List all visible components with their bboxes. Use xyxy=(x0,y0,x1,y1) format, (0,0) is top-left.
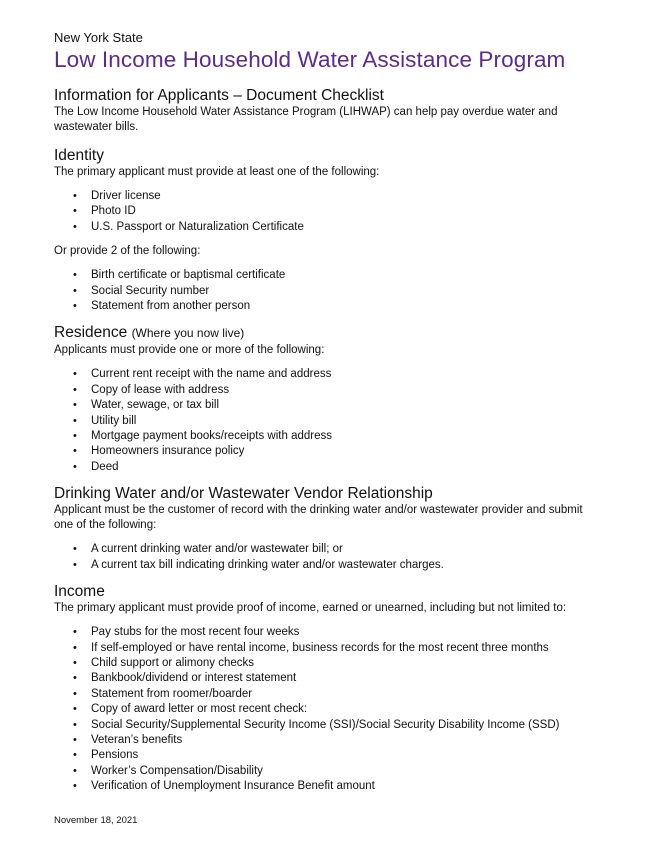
residence-text: Applicants must provide one or more of the following: xyxy=(54,344,325,357)
intro-heading: Information for Applicants – Document Checklist xyxy=(54,87,384,104)
list-item: • Homeowners insurance policy xyxy=(54,444,604,459)
list-item: • Social Security number xyxy=(54,284,604,299)
list-item: • Driver license xyxy=(54,189,604,204)
list-item: • Worker’s Compensation/Disability xyxy=(54,764,604,779)
income-list xyxy=(54,625,604,794)
page-title: Low Income Household Water Assistance Program xyxy=(54,47,566,72)
identity-list-secondary xyxy=(54,268,604,314)
residence-heading: Residence (Where you now live) xyxy=(54,324,245,342)
list-item: • A current drinking water and/or wastewater bill; or xyxy=(54,542,604,557)
identity-text: The primary applicant must provide at least one of the following: xyxy=(54,166,380,178)
list-item: • Current rent receipt with the name and address xyxy=(54,367,604,382)
list-item: • Photo ID xyxy=(54,204,604,219)
list-item: • Pensions xyxy=(54,748,604,763)
list-item: • Social Security/Supplemental Security Income (SSI)/Social Security Disability Income (SSD) xyxy=(54,718,604,733)
footer-date: November 18, 2021 xyxy=(54,815,138,826)
vendor-text: Applicant must be the customer of record with the drinking water and/or wastewater provider and submit one of the following: xyxy=(54,504,583,532)
list-item: • Deed xyxy=(54,460,604,475)
intro-text: The Low Income Household Water Assistance Program (LIHWAP) can help pay overdue water and wastewater bills. xyxy=(54,106,558,133)
income-text: The primary applicant must provide proof of income, earned or unearned, including but not limited to: xyxy=(54,602,567,615)
residence-list xyxy=(54,367,604,475)
list-item: • A current tax bill indicating drinking water and/or wastewater charges. xyxy=(54,558,604,573)
identity-or-text: Or provide 2 of the following: xyxy=(54,245,201,258)
list-item: • U.S. Passport or Naturalization Certificate xyxy=(54,220,604,235)
list-item: • Verification of Unemployment Insurance Benefit amount xyxy=(54,779,604,794)
list-item: • Utility bill xyxy=(54,414,604,429)
list-item: • Veteran’s benefits xyxy=(54,733,604,748)
list-item: • Water, sewage, or tax bill xyxy=(54,398,604,413)
list-item: • Copy of lease with address xyxy=(54,383,604,398)
list-item: • Pay stubs for the most recent four weeks xyxy=(54,625,604,640)
list-item: • Statement from another person xyxy=(54,299,604,314)
list-item: • Child support or alimony checks xyxy=(54,656,604,671)
document-page xyxy=(54,30,604,795)
identity-heading: Identity xyxy=(54,147,104,164)
list-item: • Statement from roomer/boarder xyxy=(54,687,604,702)
residence-note: (Where you now live) xyxy=(131,326,245,341)
vendor-list xyxy=(54,542,604,573)
list-item: • Mortgage payment books/receipts with address xyxy=(54,429,604,444)
income-heading: Income xyxy=(54,583,105,601)
identity-list-primary xyxy=(54,189,604,235)
list-item: • If self-employed or have rental income, business records for the most recent three months xyxy=(54,641,604,656)
list-item: • Bankbook/dividend or interest statement xyxy=(54,671,604,686)
list-item: • Birth certificate or baptismal certificate xyxy=(54,268,604,283)
state-label: New York State xyxy=(54,30,143,45)
vendor-heading: Drinking Water and/or Wastewater Vendor Relationship xyxy=(54,485,433,503)
list-item: • Copy of award letter or most recent check: xyxy=(54,702,604,717)
